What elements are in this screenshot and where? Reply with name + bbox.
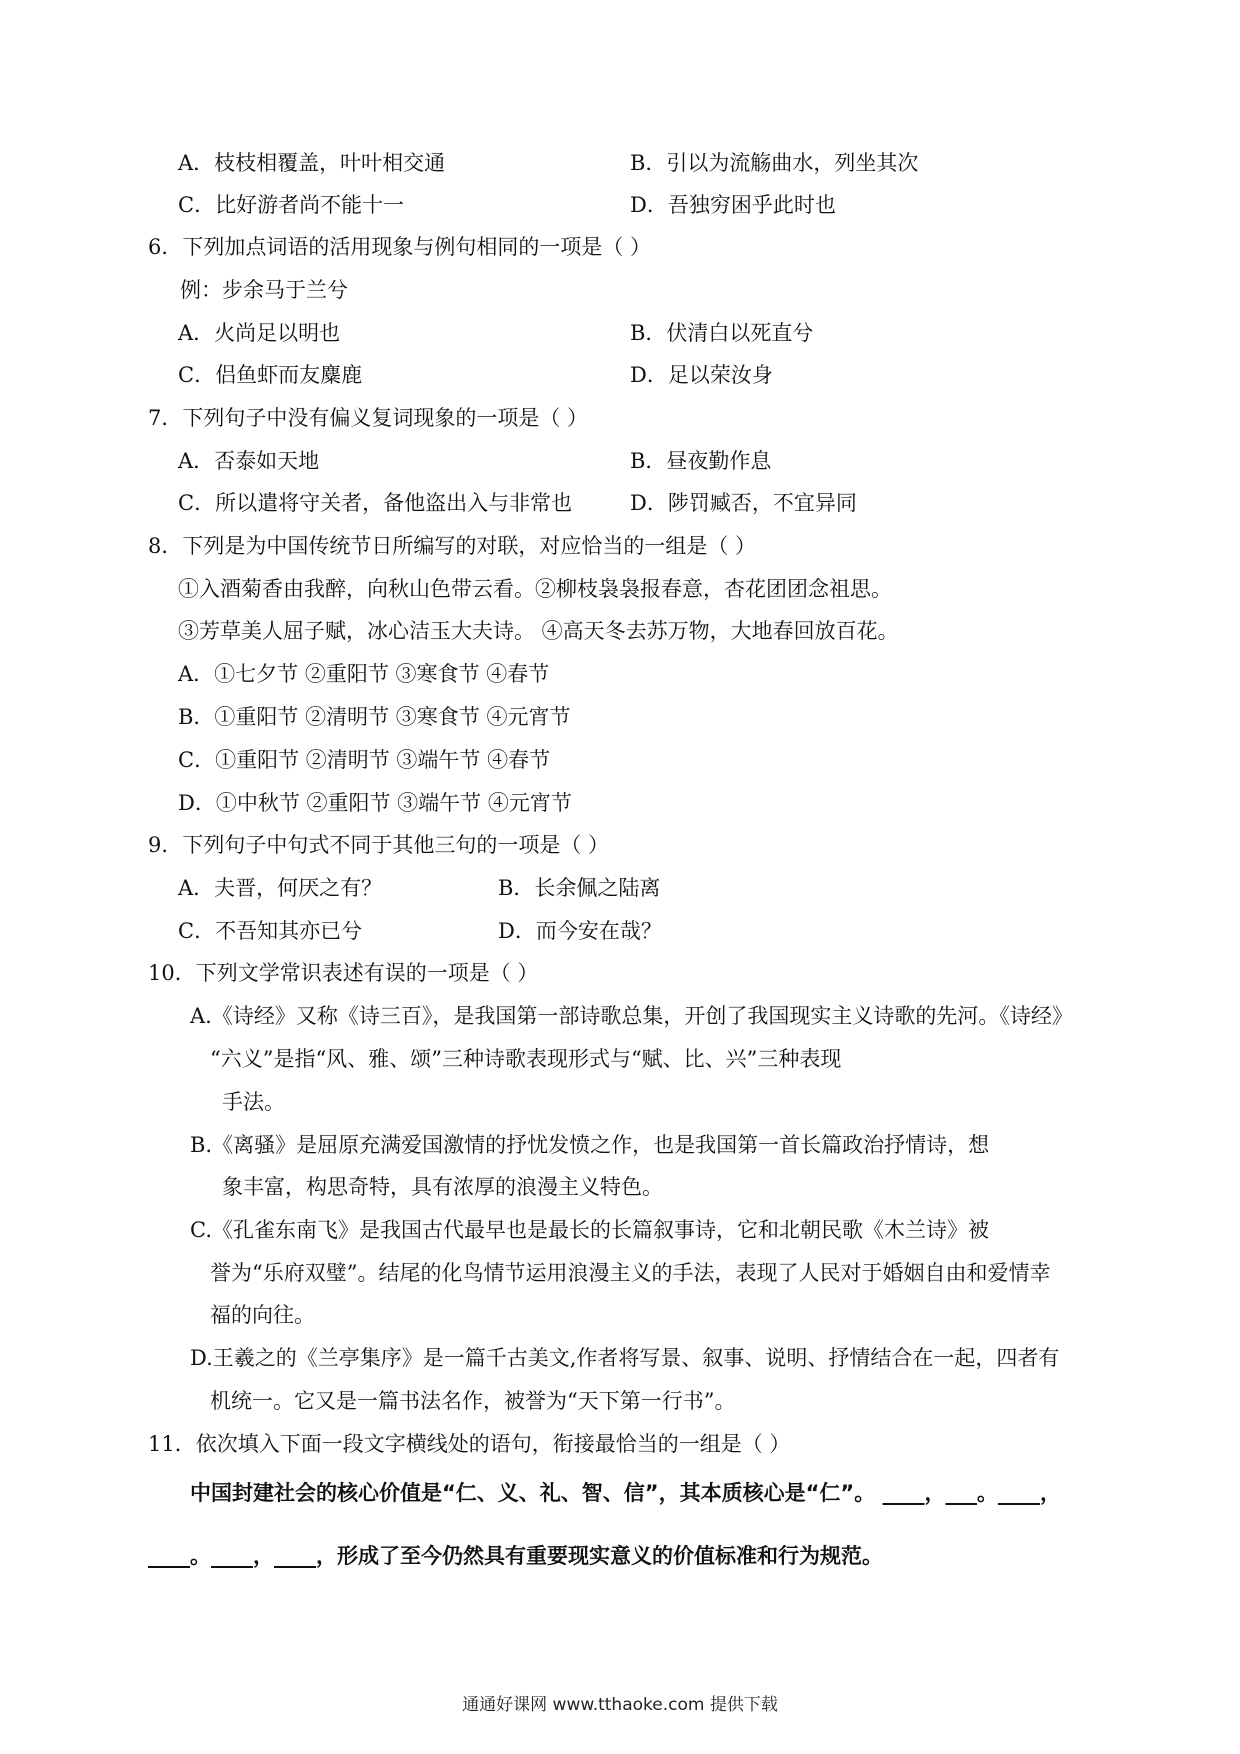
q11-passage-line-1: 中国封建社会的核心价值是“仁、义、礼、智、信”，其本质核心是“仁”。 ____，___。____， bbox=[190, 1481, 1062, 1505]
q5-option-d: D．吾独穷困乎此时也 bbox=[630, 193, 836, 217]
q7-option-c: C．所以遣将守关者，备他盗出入与非常也 bbox=[178, 491, 573, 515]
q9-option-c: C．不吾知其亦已兮 bbox=[178, 919, 363, 943]
q9-option-b: B．长余佩之陆离 bbox=[498, 876, 661, 900]
q5-option-c: C．比好游者尚不能十一 bbox=[178, 193, 405, 217]
q8-option-b: B．①重阳节 ②清明节 ③寒食节 ④元宵节 bbox=[178, 705, 571, 729]
q10-option-d-line-2: 机统一。它又是一篇书法名作，被誉为“天下第一行书”。 bbox=[210, 1389, 736, 1413]
q10-option-b-line-1: B.《离骚》是屈原充满爱国激情的抒忧发愤之作，也是我国第一首长篇政治抒情诗，想 bbox=[190, 1133, 990, 1157]
q8-stem: 8．下列是为中国传统节日所编写的对联，对应恰当的一组是（ ） bbox=[148, 534, 757, 558]
q10-option-a-line-3: 手法。 bbox=[222, 1090, 285, 1114]
q10-option-a-line-2: “六义”是指“风、雅、颂”三种诗歌表现形式与“赋、比、兴”三种表现 bbox=[210, 1047, 842, 1071]
q10-option-b-line-2: 象丰富，构思奇特，具有浓厚的浪漫主义特色。 bbox=[222, 1175, 663, 1199]
q6-example: 例：步余马于兰兮 bbox=[180, 278, 348, 302]
q6-option-d: D．足以荣汝身 bbox=[630, 363, 773, 387]
q6-stem: 6．下列加点词语的活用现象与例句相同的一项是（ ） bbox=[148, 235, 652, 259]
page-footer: 通通好课网 www.tthaoke.com 提供下载 bbox=[462, 1695, 778, 1715]
q7-option-b: B．昼夜勤作息 bbox=[630, 449, 772, 473]
q6-option-a: A．火尚足以明也 bbox=[178, 321, 341, 345]
q8-option-a: A．①七夕节 ②重阳节 ③寒食节 ④春节 bbox=[178, 662, 550, 686]
q8-option-d: D．①中秋节 ②重阳节 ③端午节 ④元宵节 bbox=[178, 791, 572, 815]
q5-option-a: A．枝枝相覆盖，叶叶相交通 bbox=[178, 151, 446, 175]
q10-option-a-line-1: A.《诗经》又称《诗三百》，是我国第一部诗歌总集，开创了我国现实主义诗歌的先河。《诗经》 bbox=[190, 1004, 1073, 1028]
q11-stem: 11．依次填入下面一段文字横线处的语句，衔接最恰当的一组是（ ） bbox=[148, 1432, 791, 1456]
q9-stem: 9．下列句子中句式不同于其他三句的一项是（ ） bbox=[148, 833, 610, 857]
q6-option-c: C．侣鱼虾而友麋鹿 bbox=[178, 363, 363, 387]
q9-option-d: D．而今安在哉？ bbox=[498, 919, 662, 943]
q5-option-b: B．引以为流觞曲水，列坐其次 bbox=[630, 151, 919, 175]
q7-stem: 7．下列句子中没有偏义复词现象的一项是（ ） bbox=[148, 406, 589, 430]
q10-option-d-line-1: D.王羲之的《兰亭集序》是一篇千古美文,作者将写景、叙事、说明、抒情结合在一起，四者有 bbox=[190, 1346, 1060, 1370]
q7-option-a: A．否泰如天地 bbox=[178, 449, 320, 473]
q10-option-c-line-3: 福的向往。 bbox=[210, 1303, 315, 1327]
q10-stem: 10．下列文学常识表述有误的一项是（ ） bbox=[148, 961, 539, 985]
q9-option-a: A．夫晋，何厌之有？ bbox=[178, 876, 383, 900]
q8-couplet-line-1: ①入酒菊香由我醉，向秋山色带云看。②柳枝袅袅报春意，杏花团团念祖思。 bbox=[178, 577, 892, 601]
q7-option-d: D．陟罚臧否，不宜异同 bbox=[630, 491, 857, 515]
q8-couplet-line-2: ③芳草美人屈子赋，冰心洁玉大夫诗。 ④高天冬去苏万物，大地春回放百花。 bbox=[178, 619, 899, 643]
q10-option-c-line-2: 誉为“乐府双璧”。结尾的化鸟情节运用浪漫主义的手法，表现了人民对于婚姻自由和爱情幸 bbox=[210, 1261, 1051, 1285]
q8-option-c: C．①重阳节 ②清明节 ③端午节 ④春节 bbox=[178, 748, 551, 772]
q11-passage-line-2: ____。____，____，形成了至今仍然具有重要现实意义的价值标准和行为规范。 bbox=[148, 1544, 883, 1568]
q10-option-c-line-1: C.《孔雀东南飞》是我国古代最早也是最长的长篇叙事诗，它和北朝民歌《木兰诗》被 bbox=[190, 1218, 989, 1242]
q6-option-b: B．伏清白以死直兮 bbox=[630, 321, 814, 345]
